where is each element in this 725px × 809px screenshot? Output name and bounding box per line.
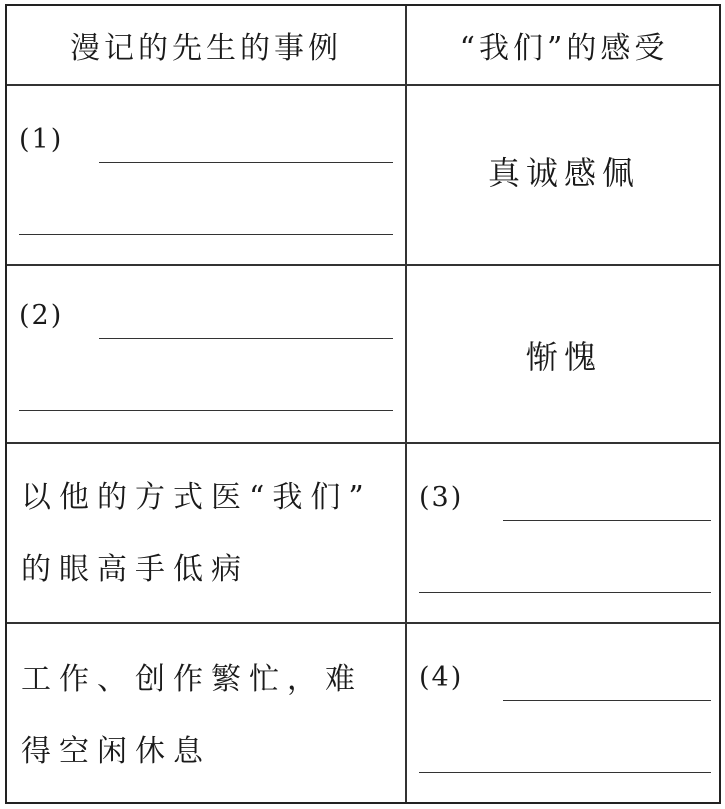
example-cell-3	[7, 444, 405, 622]
answer-blank-1b[interactable]	[19, 234, 393, 235]
answer-blank-2a[interactable]	[99, 338, 393, 339]
example-text-3	[21, 462, 372, 606]
example-text-4-line-1: 工作、创作繁忙，难	[21, 662, 363, 697]
example-cell-1	[7, 86, 405, 264]
example-feeling-table	[5, 4, 721, 804]
feeling-cell-2	[407, 266, 721, 442]
blank-label-4: (4)	[419, 662, 464, 693]
answer-blank-3a[interactable]	[503, 520, 711, 521]
answer-blank-3b[interactable]	[419, 592, 711, 593]
feeling-cell-4	[407, 624, 721, 804]
example-cell-4	[7, 624, 405, 804]
feeling-cell-3	[407, 444, 721, 622]
header-feelings: “我们”的感受	[459, 31, 669, 66]
feeling-cell-1	[407, 86, 721, 264]
example-cell-2	[7, 266, 405, 442]
example-text-3-line-1: 以他的方式医“我们”	[21, 480, 372, 515]
blank-label-3: (3)	[419, 482, 464, 513]
answer-blank-2b[interactable]	[19, 410, 393, 411]
feeling-text-1: 真诚感佩	[487, 154, 640, 192]
example-text-4-line-2: 得空闲休息	[21, 734, 211, 769]
feeling-text-2: 惭愧	[525, 338, 602, 376]
header-examples: 漫记的先生的事例	[70, 31, 342, 66]
example-text-3-line-2: 的眼高手低病	[21, 552, 249, 587]
blank-label-2: (2)	[19, 300, 64, 331]
answer-blank-1a[interactable]	[99, 162, 393, 163]
blank-label-1: (1)	[19, 124, 64, 155]
answer-blank-4b[interactable]	[419, 772, 711, 773]
answer-blank-4a[interactable]	[503, 700, 711, 701]
example-text-4	[21, 644, 363, 788]
